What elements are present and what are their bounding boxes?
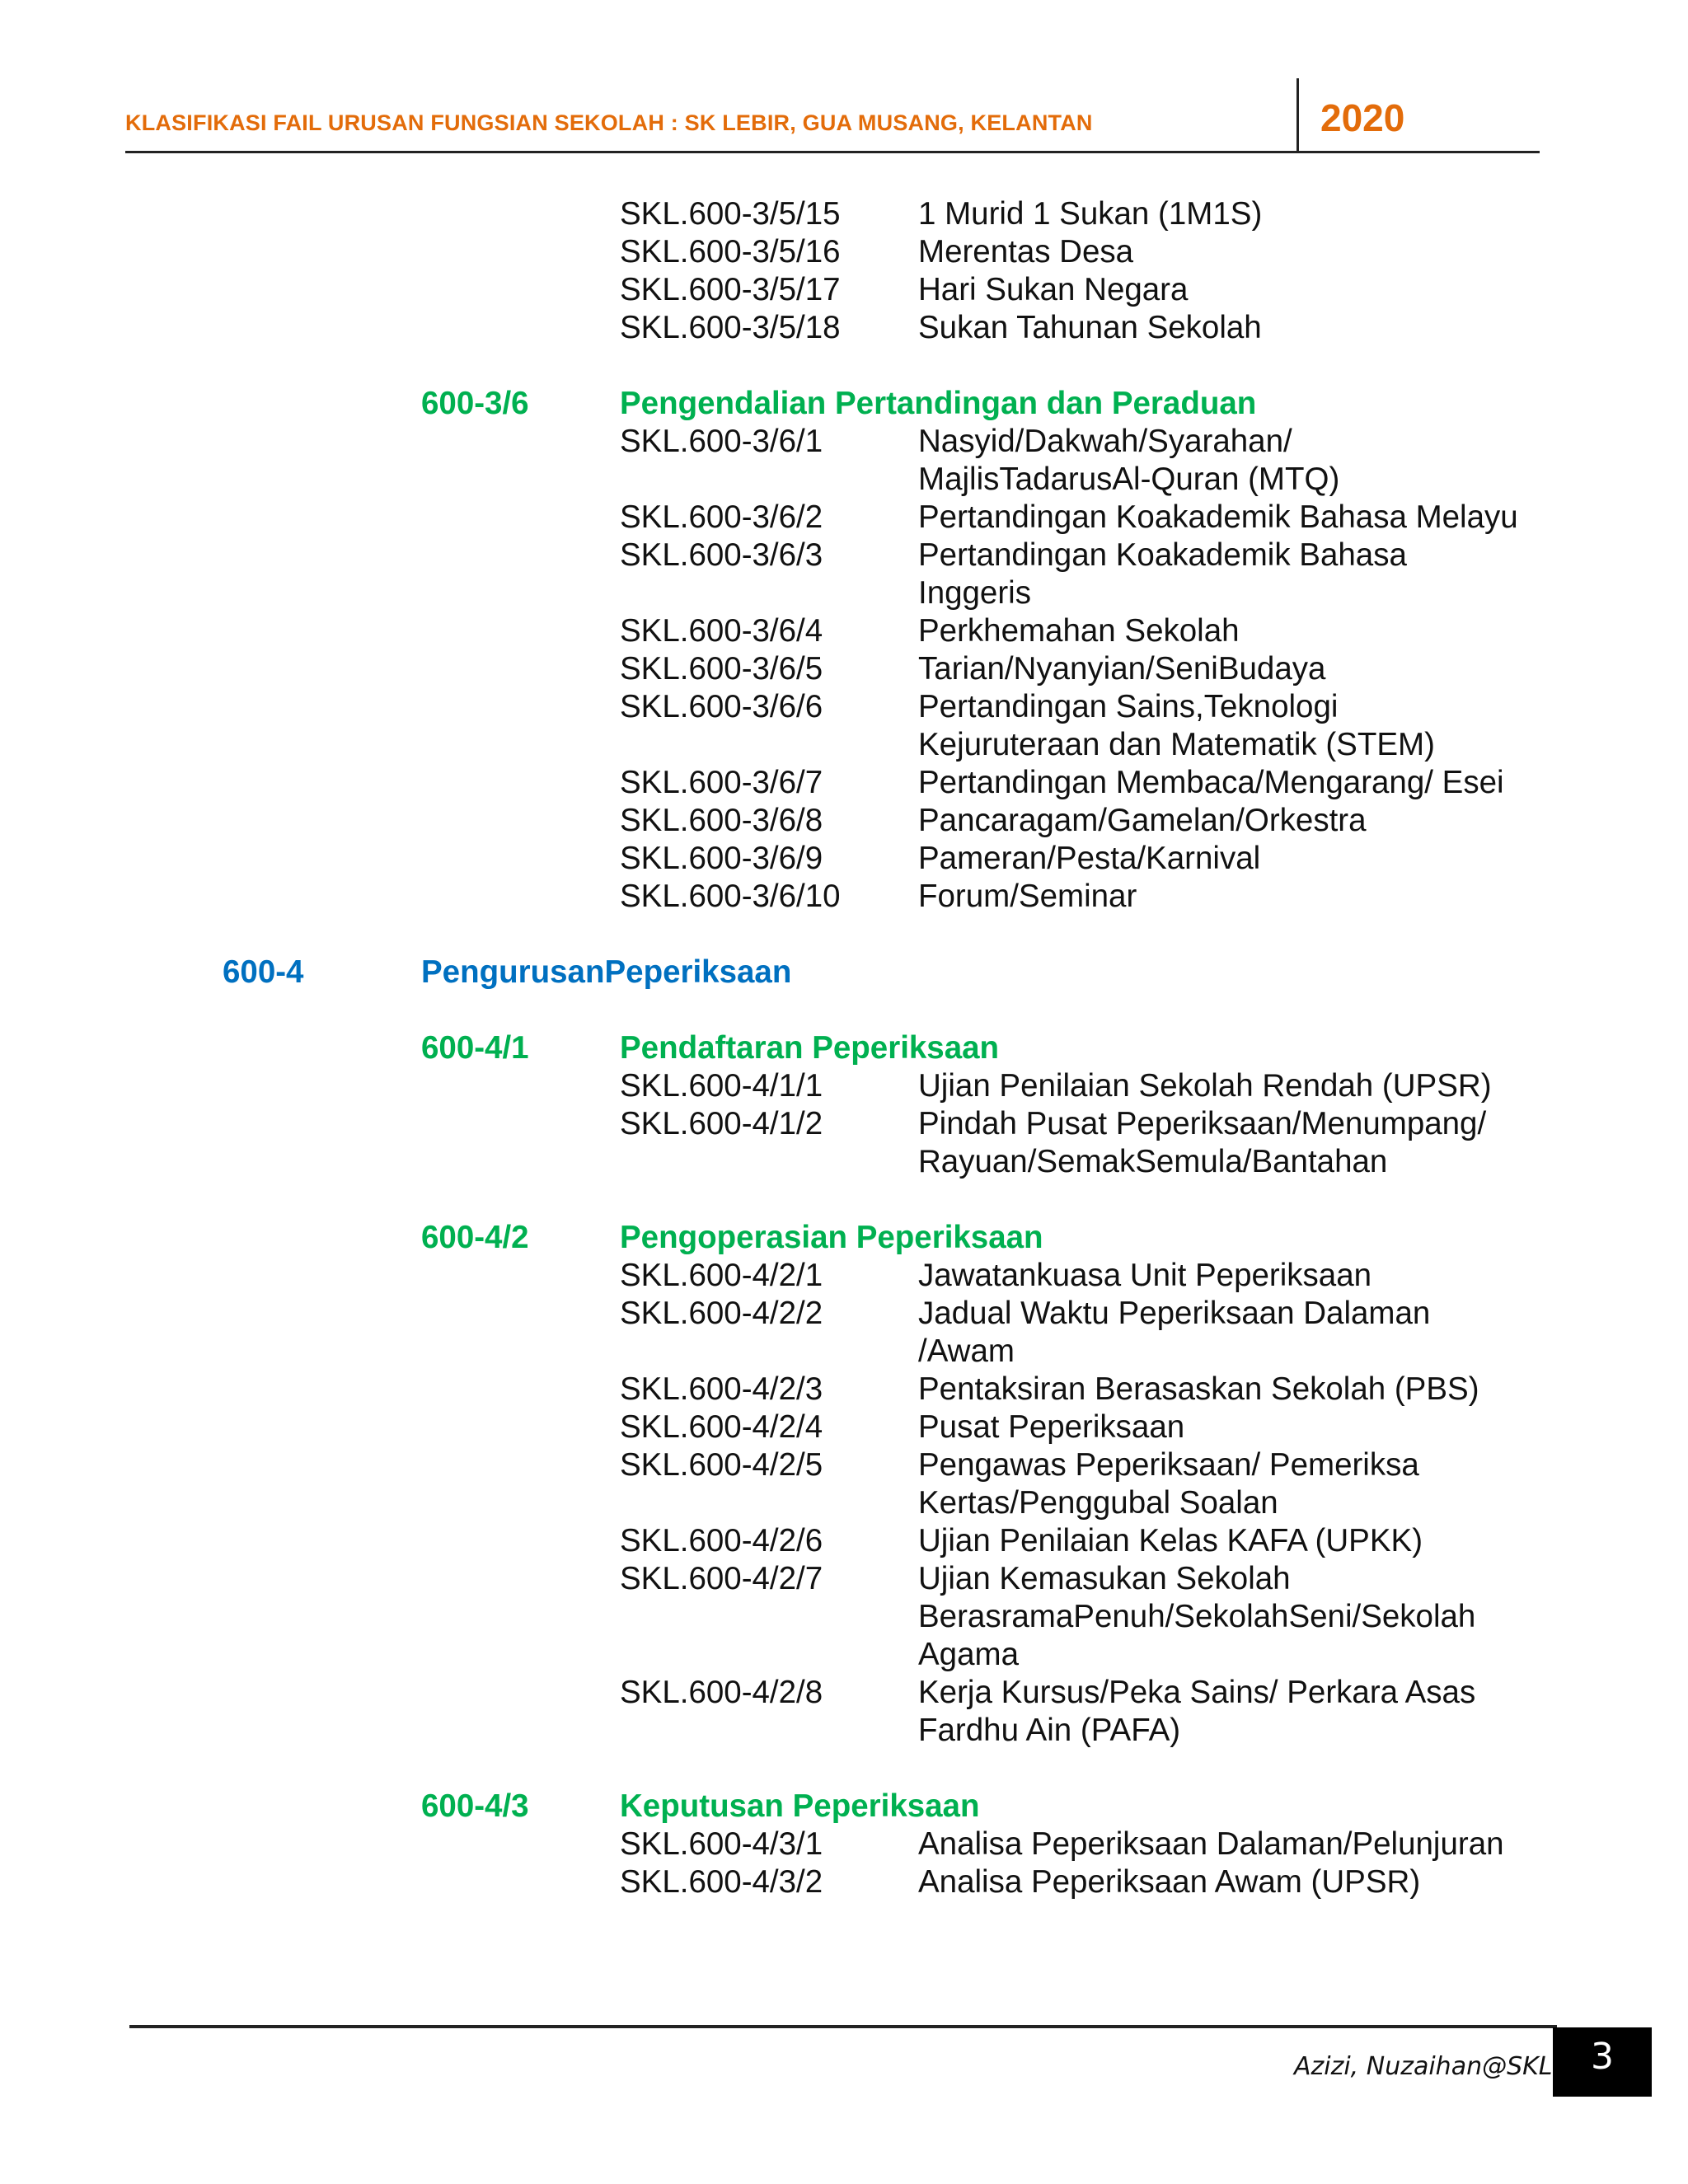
entry-title: Tarian/Nyanyian/SeniBudaya [918, 651, 1326, 687]
entry-title: /Awam [918, 1333, 1015, 1369]
entry-title: Kerja Kursus/Peka Sains/ Perkara Asas [918, 1675, 1476, 1710]
entry-title: Pertandingan Koakademik Bahasa [918, 537, 1407, 573]
entry-code: SKL.600-4/2/3 [620, 1371, 823, 1407]
entry-code: 600-4/1 [421, 1030, 529, 1066]
entry-title: Fardhu Ain (PAFA) [918, 1713, 1181, 1748]
entry-title: Pengendalian Pertandingan dan Peraduan [620, 386, 1257, 421]
entry-title: Pameran/Pesta/Karnival [918, 841, 1261, 876]
entry-code: SKL.600-4/2/6 [620, 1523, 823, 1558]
entry-title: Agama [918, 1637, 1019, 1672]
entry-title: Pancaragam/Gamelan/Orkestra [918, 803, 1367, 838]
entry-code: SKL.600-3/6/3 [620, 537, 823, 573]
entry-code: SKL.600-3/6/5 [620, 651, 823, 687]
entry-title: Rayuan/SemakSemula/Bantahan [918, 1144, 1388, 1179]
document-header-title: KLASIFIKASI FAIL URUSAN FUNGSIAN SEKOLAH : SK LEBIR, GUA MUSANG, KELANTAN [125, 110, 1093, 135]
entry-code: SKL.600-4/2/4 [620, 1409, 823, 1445]
entry-title: Pengoperasian Peperiksaan [620, 1220, 1043, 1255]
entry-code: SKL.600-3/6/4 [620, 613, 823, 649]
entry-code: SKL.600-4/1/2 [620, 1106, 823, 1141]
entry-title: Ujian Penilaian Sekolah Rendah (UPSR) [918, 1068, 1492, 1104]
entry-code: SKL.600-4/2/8 [620, 1675, 823, 1710]
entry-code: SKL.600-3/6/7 [620, 765, 823, 800]
header-rule [125, 151, 1540, 153]
entry-title: Analisa Peperiksaan Dalaman/Pelunjuran [918, 1826, 1504, 1862]
entry-title: Pengawas Peperiksaan/ Pemeriksa [918, 1447, 1419, 1483]
entry-title: Pendaftaran Peperiksaan [620, 1030, 1000, 1066]
entry-code: SKL.600-3/6/6 [620, 689, 823, 724]
entry-code: SKL.600-3/6/10 [620, 879, 841, 914]
entry-code: SKL.600-3/5/16 [620, 234, 841, 269]
entry-code: SKL.600-3/5/18 [620, 310, 841, 345]
entry-code: 600-4 [223, 954, 304, 990]
entry-title: Hari Sukan Negara [918, 272, 1189, 307]
entry-code: SKL.600-4/2/7 [620, 1561, 823, 1596]
footer-rule [129, 2025, 1557, 2028]
entry-title: Sukan Tahunan Sekolah [918, 310, 1262, 345]
entry-code: 600-4/2 [421, 1220, 529, 1255]
entry-title: Pentaksiran Berasaskan Sekolah (PBS) [918, 1371, 1479, 1407]
entry-title: Pertandingan Sains,Teknologi [918, 689, 1339, 724]
entry-code: 600-3/6 [421, 386, 529, 421]
entry-title: Pindah Pusat Peperiksaan/Menumpang/ [918, 1106, 1487, 1141]
entry-code: 600-4/3 [421, 1788, 529, 1824]
entry-code: SKL.600-3/6/1 [620, 424, 823, 459]
entry-title: Merentas Desa [918, 234, 1134, 269]
entry-code: SKL.600-3/5/15 [620, 196, 841, 232]
entry-code: SKL.600-4/1/1 [620, 1068, 823, 1104]
entry-code: SKL.600-3/6/2 [620, 499, 823, 535]
entry-title: Perkhemahan Sekolah [918, 613, 1240, 649]
entry-title: Ujian Kemasukan Sekolah [918, 1561, 1291, 1596]
entry-title: Pertandingan Membaca/Mengarang/ Esei [918, 765, 1504, 800]
entry-code: SKL.600-3/5/17 [620, 272, 841, 307]
entry-title: Kejuruteraan dan Matematik (STEM) [918, 727, 1435, 762]
entry-title: Forum/Seminar [918, 879, 1137, 914]
entry-title: Analisa Peperiksaan Awam (UPSR) [918, 1864, 1421, 1900]
page-number: 3 [1591, 2036, 1614, 2078]
entry-code: SKL.600-4/2/1 [620, 1258, 823, 1293]
entry-title: Keputusan Peperiksaan [620, 1788, 980, 1824]
entry-code: SKL.600-4/2/5 [620, 1447, 823, 1483]
entry-title: Jawatankuasa Unit Peperiksaan [918, 1258, 1372, 1293]
entry-code: SKL.600-4/3/2 [620, 1864, 823, 1900]
entry-title: Nasyid/Dakwah/Syarahan/ [918, 424, 1292, 459]
entry-title: 1 Murid 1 Sukan (1M1S) [918, 196, 1263, 232]
entry-title: Kertas/Penggubal Soalan [918, 1485, 1278, 1521]
entry-title: BerasramaPenuh/SekolahSeni/Sekolah [918, 1599, 1476, 1634]
entry-code: SKL.600-3/6/8 [620, 803, 823, 838]
entry-title: Pusat Peperiksaan [918, 1409, 1185, 1445]
entry-title: Pertandingan Koakademik Bahasa Melayu [918, 499, 1518, 535]
page-number-box [1553, 2027, 1652, 2097]
entry-code: SKL.600-4/2/2 [620, 1296, 823, 1331]
entry-code: SKL.600-4/3/1 [620, 1826, 823, 1862]
entry-title: MajlisTadarusAl-Quran (MTQ) [918, 462, 1340, 497]
entry-title: PengurusanPeperiksaan [421, 954, 792, 990]
entry-code: SKL.600-3/6/9 [620, 841, 823, 876]
entry-title: Inggeris [918, 575, 1031, 611]
header-divider [1296, 78, 1299, 152]
document-year: 2020 [1320, 96, 1405, 139]
entry-title: Jadual Waktu Peperiksaan Dalaman [918, 1296, 1431, 1331]
footer-author: Azizi, Nuzaihan@SKL [1294, 2052, 1553, 2081]
entry-title: Ujian Penilaian Kelas KAFA (UPKK) [918, 1523, 1423, 1558]
